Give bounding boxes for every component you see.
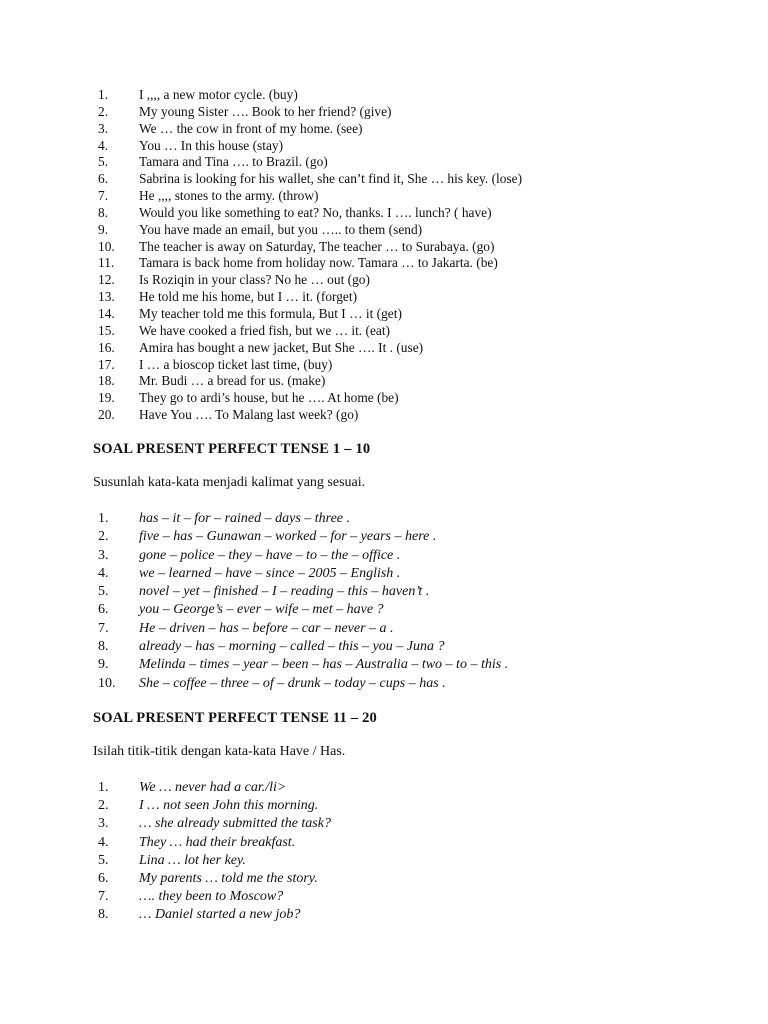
list-item [0,547,700,565]
list-item [0,171,700,188]
exercise-list-2 [0,510,700,693]
item-text: We … the cow in front of my home. (see) [139,120,363,136]
item-text: My teacher told me this formula, But I … it (get) [139,305,402,321]
list-item [0,205,700,222]
list-item [0,306,700,323]
list-item [0,357,700,374]
item-number: 18. [98,373,115,389]
item-text: has – it – for – rained – days – three . [139,511,351,526]
item-number: 6. [98,602,109,618]
item-text: They … had their breakfast. [139,834,296,850]
item-number: 3. [98,547,109,563]
item-number: 19. [98,390,115,406]
section-heading-11-20: SOAL PRESENT PERFECT TENSE 11 – 20 [93,710,377,726]
item-number: 1. [98,511,109,526]
item-text: we – learned – have – since – 2005 – English . [139,565,401,581]
item-number: 15. [98,322,115,338]
list-item [0,779,700,797]
item-text: I … not seen John this morning. [139,798,319,814]
list-item [0,638,700,656]
list-item [0,121,700,138]
item-text: He told me his home, but I … it. (forget) [139,289,358,305]
item-text: … Daniel started a new job? [139,907,301,923]
item-number: 9. [98,221,109,237]
list-item [0,888,700,906]
list-item [0,390,700,407]
item-number: 6. [98,171,109,187]
item-text: We have cooked a fried fish, but we … it. (eat) [139,322,391,338]
item-text: I … a bioscop ticket last time, (buy) [139,356,333,372]
item-text: He – driven – has – before – car – never – a . [139,620,394,636]
item-text: novel – yet – finished – I – reading – this – haven’t . [139,584,430,600]
list-item [0,870,700,888]
item-number: 11. [98,255,115,271]
item-number: 2. [98,103,109,119]
item-number: 14. [98,305,115,321]
item-text: Tamara and Tina …. to Brazil. (go) [139,154,328,170]
list-item [0,255,700,272]
list-item [0,138,700,155]
section-heading-1-10: SOAL PRESENT PERFECT TENSE 1 – 10 [93,441,371,457]
item-number: 8. [98,204,109,220]
item-text: I ,,,, a new motor cycle. (buy) [139,87,298,102]
item-number: 2. [98,529,109,545]
list-item [0,323,700,340]
item-number: 13. [98,289,115,305]
list-item [0,583,700,601]
item-text: Amira has bought a new jacket, But She …. It . (use) [139,339,424,355]
list-item [0,222,700,239]
item-text: Melinda – times – year – been – has – Australia – two – to – this . [139,657,509,673]
item-text: Tamara is back home from holiday now. Tamara … to Jakarta. (be) [139,255,498,271]
item-text: He ,,,, stones to the army. (throw) [139,188,319,204]
list-item [0,565,700,583]
list-item [0,834,700,852]
item-text: My parents … told me the story. [139,870,318,886]
item-number: 5. [98,852,109,868]
item-text: Lina … lot her key. [139,852,246,868]
item-text: Would you like something to eat? No, thanks. I …. lunch? ( have) [139,204,492,220]
item-number: 1. [98,780,109,795]
item-number: 7. [98,620,109,636]
item-number: 4. [98,834,109,850]
list-item [0,852,700,870]
exercise-list-1 [0,87,700,424]
item-text: already – has – morning – called – this – you – Juna ? [139,639,445,655]
instruction-text-2: Isilah titik-titik dengan kata-kata Have / Has. [93,744,346,759]
item-text: you – George’s – ever – wife – met – have ? [139,602,384,618]
item-number: 20. [98,407,115,423]
list-item [0,272,700,289]
list-item [0,620,700,638]
item-number: 7. [98,889,109,905]
list-item [0,188,700,205]
list-item [0,656,700,674]
list-item [0,797,700,815]
instruction-text-1: Susunlah kata-kata menjadi kalimat yang sesuai. [93,475,366,490]
item-number: 3. [98,816,109,832]
item-number: 8. [98,639,109,655]
list-item [0,906,700,924]
item-number: 10. [98,675,116,691]
item-text: We … never had a car./li> [139,780,287,795]
item-text: She – coffee – three – of – drunk – today – cups – has . [139,675,446,691]
item-text: Sabrina is looking for his wallet, she can’t find it, She … his key. (lose) [139,171,523,187]
item-number: 5. [98,154,109,170]
item-text: …. they been to Moscow? [139,889,284,905]
list-item [0,104,700,121]
list-item [0,340,700,357]
exercise-list-3 [0,779,700,925]
item-text: The teacher is away on Saturday, The teacher … to Surabaya. (go) [139,238,495,254]
item-number: 4. [98,137,109,153]
list-item [0,239,700,256]
list-item [0,407,700,424]
list-item [0,289,700,306]
list-item [0,154,700,171]
list-item [0,510,700,528]
list-item [0,87,700,104]
item-number: 5. [98,584,109,600]
item-text: … she already submitted the task? [139,816,331,832]
item-text: You … In this house (stay) [139,137,284,153]
item-number: 10. [98,238,115,254]
item-number: 4. [98,565,109,581]
item-number: 2. [98,798,109,814]
item-text: My young Sister …. Book to her friend? (give) [139,103,392,119]
item-number: 9. [98,657,109,673]
item-text: Mr. Budi … a bread for us. (make) [139,373,326,389]
item-text: You have made an email, but you ….. to them (send) [139,221,423,237]
item-number: 7. [98,188,109,204]
list-item [0,675,700,693]
list-item [0,373,700,390]
item-text: They go to ardi’s house, but he …. At home (be) [139,390,399,406]
list-item [0,815,700,833]
item-text: Have You …. To Malang last week? (go) [139,407,359,423]
item-text: five – has – Gunawan – worked – for – years – here . [139,529,437,545]
item-number: 6. [98,870,109,886]
item-number: 16. [98,339,115,355]
item-text: gone – police – they – have – to – the – office . [139,547,401,563]
item-number: 12. [98,272,115,288]
item-number: 8. [98,907,109,923]
item-number: 1. [98,87,109,102]
list-item [0,528,700,546]
list-item [0,601,700,619]
item-number: 3. [98,120,109,136]
item-text: Is Roziqin in your class? No he … out (go) [139,272,370,288]
item-number: 17. [98,356,115,372]
